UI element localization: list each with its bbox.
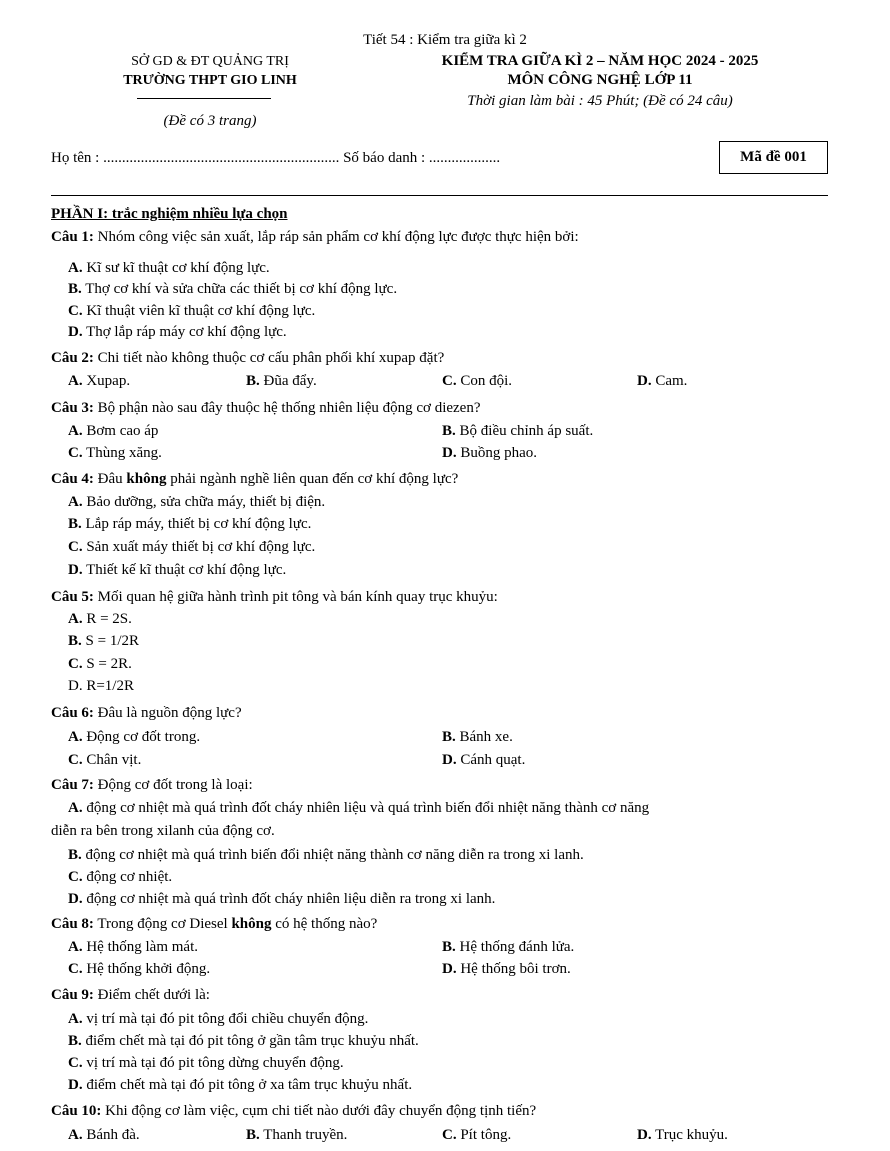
option-10a[interactable]: A. Bánh đà. <box>68 1127 140 1143</box>
question-2: Câu 2: Chi tiết nào không thuộc cơ cấu phân phối khí xupap đặt? <box>51 350 445 366</box>
option-4d[interactable]: D. Thiết kế kĩ thuật cơ khí động lực. <box>68 562 287 578</box>
question-9: Câu 9: Điểm chết dưới là: <box>51 987 210 1003</box>
exam-code-box <box>719 141 828 174</box>
option-5d[interactable]: D. R=1/2R <box>68 678 134 694</box>
option-4b[interactable]: B. Lắp ráp máy, thiết bị cơ khí động lực. <box>68 516 312 532</box>
time-note: Thời gian làm bài : 45 Phút; (Đề có 24 câu) <box>467 93 733 109</box>
pages-note: (Đề có 3 trang) <box>163 113 257 129</box>
option-5c[interactable]: C. S = 2R. <box>68 656 132 672</box>
question-6: Câu 6: Đâu là nguồn động lực? <box>51 705 242 721</box>
option-1a[interactable]: A. Kĩ sư kĩ thuật cơ khí động lực. <box>68 260 270 276</box>
option-10d[interactable]: D. Trục khuỷu. <box>637 1127 728 1143</box>
exam-code: Mã đề 001 <box>740 149 807 165</box>
section-divider <box>51 195 828 196</box>
option-7a-continued: diễn ra bên trong xilanh của động cơ. <box>51 823 275 839</box>
option-7c[interactable]: C. động cơ nhiệt. <box>68 869 173 885</box>
option-3c[interactable]: C. Thùng xăng. <box>68 445 162 461</box>
option-3d[interactable]: D. Buồng phao. <box>442 445 538 461</box>
option-9c[interactable]: C. vị trí mà tại đó pit tông dừng chuyển động. <box>68 1055 344 1071</box>
option-3a[interactable]: A. Bơm cao áp <box>68 423 159 439</box>
exam-title: KIỂM TRA GIỮA KÌ 2 – NĂM HỌC 2024 - 2025 <box>441 53 759 69</box>
question-3: Câu 3: Bộ phận nào sau đây thuộc hệ thống nhiên liệu động cơ diezen? <box>51 400 481 416</box>
option-1b[interactable]: B. Thợ cơ khí và sửa chữa các thiết bị cơ khí động lực. <box>68 281 398 297</box>
lesson-title: Tiết 54 : Kiểm tra giữa kì 2 <box>363 32 527 48</box>
subject-title: MÔN CÔNG NGHỆ LỚP 11 <box>507 72 693 88</box>
option-10c[interactable]: C. Pít tông. <box>442 1127 512 1143</box>
option-8d[interactable]: D. Hệ thống bôi trơn. <box>442 961 571 977</box>
option-7a[interactable]: A. động cơ nhiệt mà quá trình đốt cháy nhiên liệu và quá trình biến đổi nhiệt năng thành cơ năng <box>68 800 650 816</box>
question-text: Nhóm công việc sản xuất, lắp ráp sản phẩm cơ khí động lực được thực hiện bởi: <box>93 229 579 245</box>
option-3b[interactable]: B. Bộ điều chỉnh áp suất. <box>442 423 594 439</box>
option-8a[interactable]: A. Hệ thống làm mát. <box>68 939 198 955</box>
option-8c[interactable]: C. Hệ thống khởi động. <box>68 961 211 977</box>
question-4: Câu 4: Đâu không phải ngành nghề liên quan đến cơ khí động lực? <box>51 471 459 487</box>
student-info-line[interactable]: Họ tên : ............................................................... Số báo danh : ................... <box>51 150 501 166</box>
option-7b[interactable]: B. động cơ nhiệt mà quá trình biến đổi nhiệt năng thành cơ năng diễn ra trong xi lanh. <box>68 847 584 863</box>
option-1d[interactable]: D. Thợ lắp ráp máy cơ khí động lực. <box>68 324 287 340</box>
school-name: TRƯỜNG THPT GIO LINH <box>123 73 297 88</box>
option-9b[interactable]: B. điểm chết mà tại đó pit tông ở gần tâm trục khuỷu nhất. <box>68 1033 419 1049</box>
option-1c[interactable]: C. Kĩ thuật viên kĩ thuật cơ khí động lực. <box>68 303 316 319</box>
question-8: Câu 8: Trong động cơ Diesel không có hệ thống nào? <box>51 916 378 932</box>
option-2c[interactable]: C. Con đội. <box>442 373 513 389</box>
question-number: Câu 1: <box>51 229 94 245</box>
section-title: PHẦN I: trắc nghiệm nhiều lựa chọn <box>51 206 288 222</box>
option-6b[interactable]: B. Bánh xe. <box>442 729 513 745</box>
option-6c[interactable]: C. Chân vịt. <box>68 752 142 768</box>
question-5: Câu 5: Mối quan hệ giữa hành trình pit tông và bán kính quay trục khuỷu: <box>51 589 498 605</box>
option-8b[interactable]: B. Hệ thống đánh lửa. <box>442 939 575 955</box>
option-7d[interactable]: D. động cơ nhiệt mà quá trình đốt cháy nhiên liệu diễn ra trong xi lanh. <box>68 891 496 907</box>
option-10b[interactable]: B. Thanh truyền. <box>246 1127 348 1143</box>
option-9a[interactable]: A. vị trí mà tại đó pit tông đổi chiều chuyển động. <box>68 1011 369 1027</box>
question-7: Câu 7: Động cơ đốt trong là loại: <box>51 777 253 793</box>
question-1 <box>51 228 579 247</box>
option-5b[interactable]: B. S = 1/2R <box>68 633 139 649</box>
department-name: SỞ GD & ĐT QUẢNG TRỊ <box>131 54 289 69</box>
option-4c[interactable]: C. Sản xuất máy thiết bị cơ khí động lực. <box>68 539 316 555</box>
option-6a[interactable]: A. Động cơ đốt trong. <box>68 729 201 745</box>
option-2a[interactable]: A. Xupap. <box>68 373 131 389</box>
option-5a[interactable]: A. R = 2S. <box>68 611 132 627</box>
option-9d[interactable]: D. điểm chết mà tại đó pit tông ở xa tâm trục khuỷu nhất. <box>68 1077 413 1093</box>
option-2d[interactable]: D. Cam. <box>637 373 688 389</box>
header-divider <box>137 98 271 99</box>
option-2b[interactable]: B. Đũa đẩy. <box>246 373 317 389</box>
question-10: Câu 10: Khi động cơ làm việc, cụm chi tiết nào dưới đây chuyển động tịnh tiến? <box>51 1103 537 1119</box>
option-4a[interactable]: A. Bảo dưỡng, sửa chữa máy, thiết bị điện. <box>68 494 326 510</box>
option-6d[interactable]: D. Cánh quạt. <box>442 752 526 768</box>
